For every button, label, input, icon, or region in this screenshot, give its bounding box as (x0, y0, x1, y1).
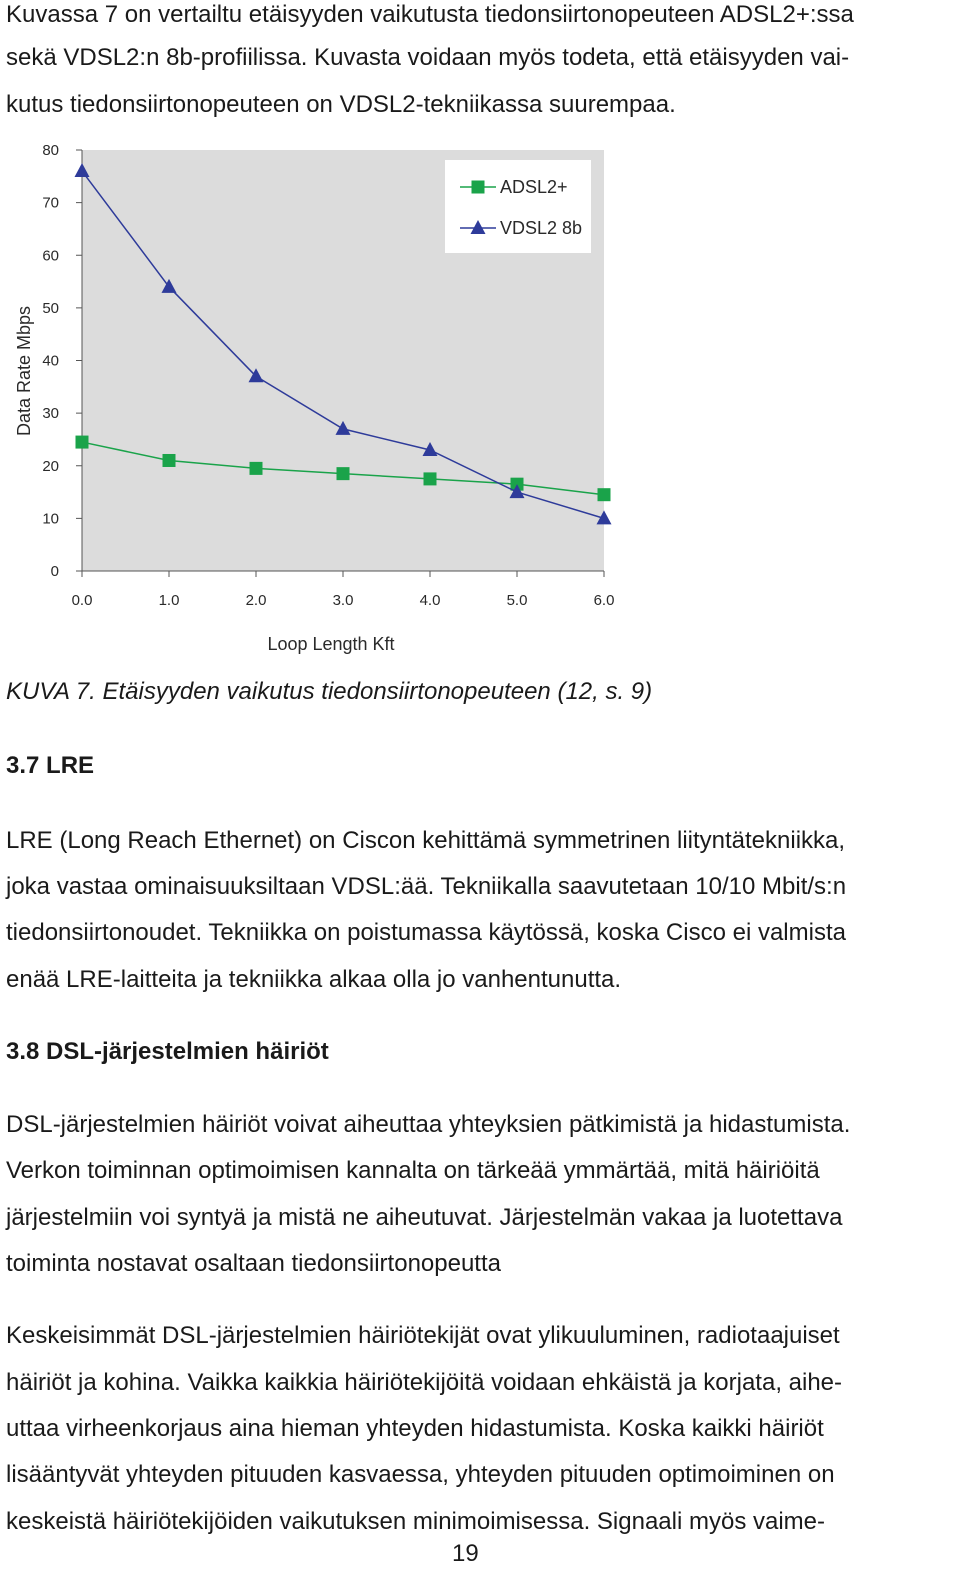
data-point (337, 467, 350, 480)
y-tick-label: 10 (42, 510, 59, 528)
x-tick-label: 5.0 (506, 592, 528, 609)
y-axis-label: Data Rate Mbps (14, 305, 34, 437)
page-number: 19 (452, 1540, 479, 1567)
section-heading-dsl-interference: 3.8 DSL-järjestelmien häiriöt (6, 1038, 329, 1065)
body-line: järjestelmiin voi syntyä ja mistä ne aiheutuvat. Järjestelmän vakaa ja luotettava (6, 1204, 843, 1231)
legend-label: ADSL2+ (500, 177, 568, 197)
data-point (163, 454, 176, 467)
data-rate-chart (0, 135, 640, 665)
body-line: keskeistä häiriötekijöiden vaikutuksen minimoimisessa. Signaali myös vaime- (6, 1508, 825, 1535)
intro-line: kutus tiedonsiirtonopeuteen on VDSL2-tekniikassa suurempaa. (6, 91, 676, 118)
x-tick-label: 2.0 (245, 592, 267, 609)
y-tick-label: 80 (42, 142, 59, 159)
data-point (76, 436, 89, 449)
body-line: häiriöt ja kohina. Vaikka kaikkia häiriötekijöitä voidaan ehkäistä ja korjata, aihe- (6, 1369, 843, 1396)
x-tick-label: 6.0 (593, 592, 615, 609)
body-line: joka vastaa ominaisuuksiltaan VDSL:ää. Tekniikalla saavutetaan 10/10 Mbit/s:n (6, 873, 847, 900)
y-tick-label: 30 (42, 405, 59, 423)
x-axis-label: Loop Length Kft (267, 634, 395, 654)
figure-caption: KUVA 7. Etäisyyden vaikutus tiedonsiirtonopeuteen (12, s. 9) (6, 678, 653, 705)
legend-marker (472, 181, 485, 194)
x-tick-label: 4.0 (419, 592, 441, 609)
y-tick-label: 20 (42, 457, 59, 475)
x-tick-label: 0.0 (71, 592, 93, 609)
legend-label: VDSL2 8b (500, 218, 583, 238)
y-tick-label: 70 (42, 194, 59, 212)
body-line: enää LRE-laitteita ja tekniikka alkaa olla jo vanhentunutta. (6, 966, 622, 993)
y-tick-label: 40 (42, 352, 59, 370)
body-line: uttaa virheenkorjaus aina hieman yhteyden hidastumista. Koska kaikki häiriöt (6, 1415, 824, 1442)
y-tick-label: 0 (50, 563, 59, 580)
x-tick-label: 1.0 (158, 592, 180, 609)
body-line: LRE (Long Reach Ethernet) on Ciscon kehittämä symmetrinen liityntätekniikka, (6, 827, 846, 854)
body-line: toiminta nostavat osaltaan tiedonsiirtonopeutta (6, 1250, 501, 1277)
body-line: tiedonsiirtonoudet. Tekniikka on poistumassa käytössä, koska Cisco ei valmista (6, 919, 846, 946)
body-line: Keskeisimmät DSL-järjestelmien häiriötekijät ovat ylikuuluminen, radiotaajuiset (6, 1322, 840, 1349)
legend-box (445, 160, 591, 253)
y-tick-label: 60 (42, 247, 59, 265)
body-line: lisääntyvät yhteyden pituuden kasvaessa, yhteyden pituuden optimoiminen on (6, 1461, 835, 1488)
intro-line: sekä VDSL2:n 8b-profiilissa. Kuvasta voidaan myös todeta, että etäisyyden vai- (6, 44, 850, 71)
data-point (424, 472, 437, 485)
section-heading-lre: 3.7 LRE (6, 752, 95, 779)
data-point (598, 488, 611, 501)
x-tick-label: 3.0 (332, 592, 354, 609)
y-tick-label: 50 (42, 299, 59, 317)
body-line: DSL-järjestelmien häiriöt voivat aiheuttaa yhteyksien pätkimistä ja hidastumista. (6, 1111, 851, 1138)
intro-line: Kuvassa 7 on vertailtu etäisyyden vaikutusta tiedonsiirtonopeuteen ADSL2+:ssa (6, 1, 854, 28)
body-line: Verkon toiminnan optimoimisen kannalta on tärkeää ymmärtää, mitä häiriöitä (6, 1157, 820, 1184)
data-point (250, 462, 263, 475)
